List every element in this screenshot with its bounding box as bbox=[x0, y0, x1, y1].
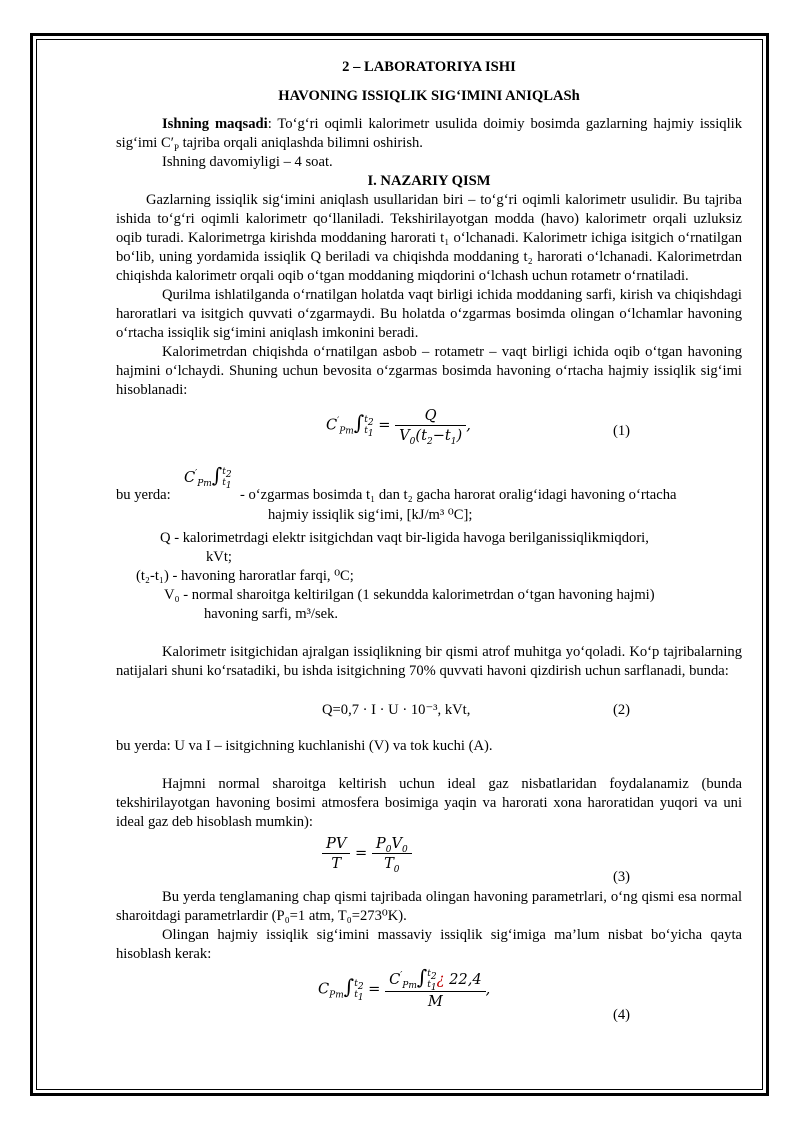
equation-4-factor: 22,4 bbox=[449, 971, 482, 988]
paragraph-3: Kalorimetrdan chiqishda o‘rnatilgan asbob – rotametr – vaqt birligi ichida oqib o‘tgan havoning hajmini o‘lchaydi. Shuning uchun bevosita o‘zgarmas bosimda havoning o‘rtacha hajmiy issiqlik sig‘imi hisoblanadi: bbox=[116, 344, 742, 398]
definition-q: Q - kalorimetrdagi elektr isitgichdan vaqt bir-ligida havoga berilganissiqlikmiqdori, bbox=[160, 530, 649, 546]
equation-4-number: (4) bbox=[612, 1007, 630, 1023]
goal-text: : To‘g‘ri oqimli kalorimetr usulida doimiy bosimda gazlarning hajmiy issiqlik sig‘imi C′ bbox=[116, 116, 742, 151]
equation-2-formula: Q=0,7 · I · U · 10⁻³, kVt, bbox=[322, 702, 471, 718]
equation-4 bbox=[116, 964, 742, 1030]
equation-1 bbox=[116, 400, 742, 452]
lab-subtitle: HAVONING ISSIQLIK SIG‘IMINI ANIQLASh bbox=[278, 88, 580, 104]
paragraph-2: Qurilma ishlatilganda o‘rnatilgan holatda vaqt birligi ichida moddaning sarfi, kirish va chiqishdagi haroratlari va isitgich quvvati o‘zgarmaydi. Bu holatda o‘zgarmas bosimda olingan o‘lchamlar havoning o‘rtacha issiqlik sig‘imini aniqlash imkonini beradi. bbox=[116, 287, 742, 341]
paragraph-6: Hajmni normal sharoitga keltirish uchun ideal gaz nisbatlaridan foydalanamiz (bunda tekshirilayotgan havoning bosimi atmosfera bosimiga yaqin va harorati xona haroratidan yuqori va uni ideal gaz deb hisoblash mumkin): bbox=[116, 776, 742, 830]
definition-v: V₀ - normal sharoitga keltirilgan (1 sekundda kalorimetrdan o‘tgan havoning hajmi) bbox=[164, 587, 655, 603]
definition-q-2: kVt; bbox=[206, 549, 232, 565]
definition-c bbox=[116, 462, 742, 506]
section-heading: I. NAZARIY QISM bbox=[367, 173, 491, 189]
equation-1-formula: $C'_{Pm}\int t_2$ $t_1$ = $\frac{Q}{V_0(t_2-t_1)}$ , bbox=[326, 407, 471, 447]
equation-4-formula: $C_{Pm}\int t_2$ $t_1$ = $C'_{Pm}\int t_2$ $t_1¿$ 22,4 M , bbox=[318, 965, 491, 1010]
definition-c-text: - o‘zgarmas bosimda t₁ dan t₂ gacha harorat oralig‘idagi havoning o‘rtacha bbox=[240, 487, 677, 503]
equation-3-formula: $\frac{PV}{T}$ = $\frac{P_0V_0}{T_0}$ bbox=[322, 834, 412, 873]
definition-v-2: havoning sarfi, m³/sek. bbox=[204, 606, 339, 622]
goal-paragraph bbox=[116, 115, 742, 153]
definition-c-text-2: hajmiy issiqlik sig‘imi, [kJ/m³ ⁰C]; bbox=[268, 507, 473, 523]
paragraph-5: bu yerda: U va I – isitgichning kuchlanishi (V) va tok kuchi (A). bbox=[116, 738, 493, 754]
equation-2-number: (2) bbox=[612, 702, 630, 718]
equation-2 bbox=[116, 691, 742, 731]
equation-3-number: (3) bbox=[612, 869, 630, 885]
goal-text-2: tajriba orqali aniqlashda bilimni oshirish. bbox=[178, 135, 423, 151]
paragraph-4: Kalorimetr isitgichidan ajralgan issiqlikning bir qismi atrof muhitga yo‘qoladi. Ko‘p tajribalarning natijalari shuni ko‘rsatadiki, bu ishda isitgichning 70% quvvati havoni qizdirish uchun sarflanadi, bunda: bbox=[116, 644, 742, 679]
document-body bbox=[116, 54, 742, 1030]
definition-t: (t₂-t₁) - havoning haroratlar farqi, ⁰C; bbox=[136, 568, 354, 584]
paragraph-8: Olingan hajmiy issiqlik sig‘imini massaviy issiqlik sig‘imiga ma’lum nisbat bo‘yicha qayta hisoblash kerak: bbox=[116, 927, 742, 962]
duration-text: Ishning davomiyligi – 4 soat. bbox=[162, 154, 333, 170]
paragraph-7: Bu yerda tenglamaning chap qismi tajribada olingan havoning parametrlari, o‘ng qismi esa normal sharoitdagi parametrlardir (P₀=1 atm, T₀=273⁰K). bbox=[116, 889, 742, 924]
definition-intro: bu yerda: bbox=[116, 487, 171, 503]
paragraph-1: Gazlarning issiqlik sig‘imini aniqlash usullaridan biri – to‘g‘ri oqimli kalorimetr usulidir. Bu tajriba ishida to‘g‘ri oqimli kalorimetr qo‘llaniladi. Tekshirilayotgan modda (havo) kalorimetr orqali uzluksiz oqib turadi. Kalorimetrga kirishda moddaning harorati t₁ o‘lchanadi. Kalorimetr ichiga isitgich o‘rnatilgan bo‘lib, uning yordamida issiqlik Q beriladi va chiqishda moddaning t₂ harorati o‘lchanadi. Kalorimetrdan chiqishda kalorimetr orqali oqib o‘tgan moddaning miqdorini o‘lchash uchun rotametr o‘rnatiladi. bbox=[116, 192, 742, 284]
equation-1-number: (1) bbox=[612, 423, 630, 439]
goal-label: Ishning maqsadi bbox=[162, 116, 268, 132]
equation-3 bbox=[116, 832, 742, 888]
definition-c-symbol: $C'_{Pm}\int t_2$ $t_1$ bbox=[184, 463, 232, 491]
lab-title: 2 – LABORATORIYA ISHI bbox=[342, 59, 516, 75]
equation-4-denominator: M bbox=[427, 993, 443, 1010]
goal-sub: P bbox=[173, 142, 179, 153]
